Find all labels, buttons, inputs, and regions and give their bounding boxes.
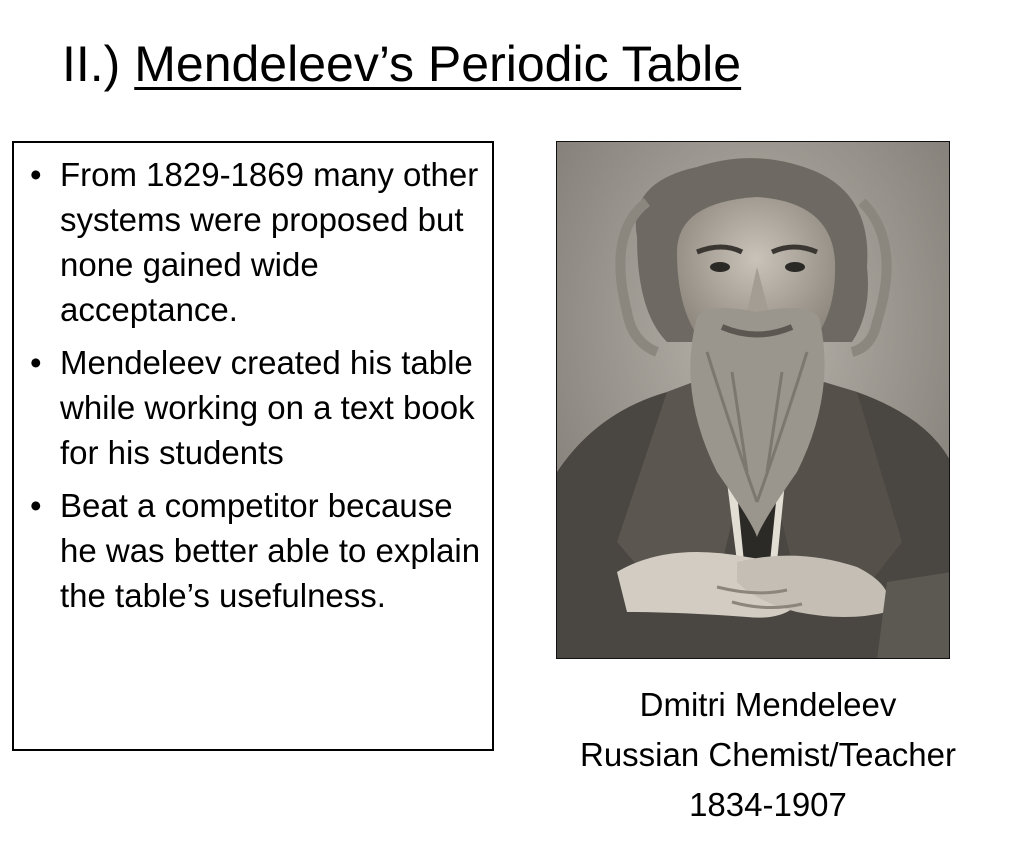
bullet-box (12, 141, 494, 751)
caption-name: Dmitri Mendeleev (639, 686, 897, 723)
caption-role: Russian Chemist/Teacher (580, 736, 956, 773)
slide-title (62, 36, 741, 94)
bullet-text: From 1829-1869 many other systems were proposed but none gained wide acceptance. (60, 156, 479, 328)
bullet-list (14, 143, 492, 618)
bullet-item (24, 340, 482, 475)
portrait-photo (556, 141, 950, 659)
portrait-caption (520, 680, 1016, 830)
bullet-text: Mendeleev created his table while working on a text book for his students (60, 344, 475, 471)
bullet-item (24, 152, 482, 332)
bullet-item (24, 483, 482, 618)
bullet-text: Beat a competitor because he was better able to explain the table’s usefulness. (60, 487, 481, 614)
title-main: Mendeleev’s Periodic Table (134, 36, 742, 92)
bullet-marker: • (30, 344, 42, 381)
caption-years: 1834-1907 (689, 786, 847, 823)
bullet-marker: • (30, 487, 42, 524)
bullet-marker: • (30, 156, 42, 193)
portrait-illustration (557, 142, 950, 659)
title-prefix: II.) (62, 36, 121, 92)
